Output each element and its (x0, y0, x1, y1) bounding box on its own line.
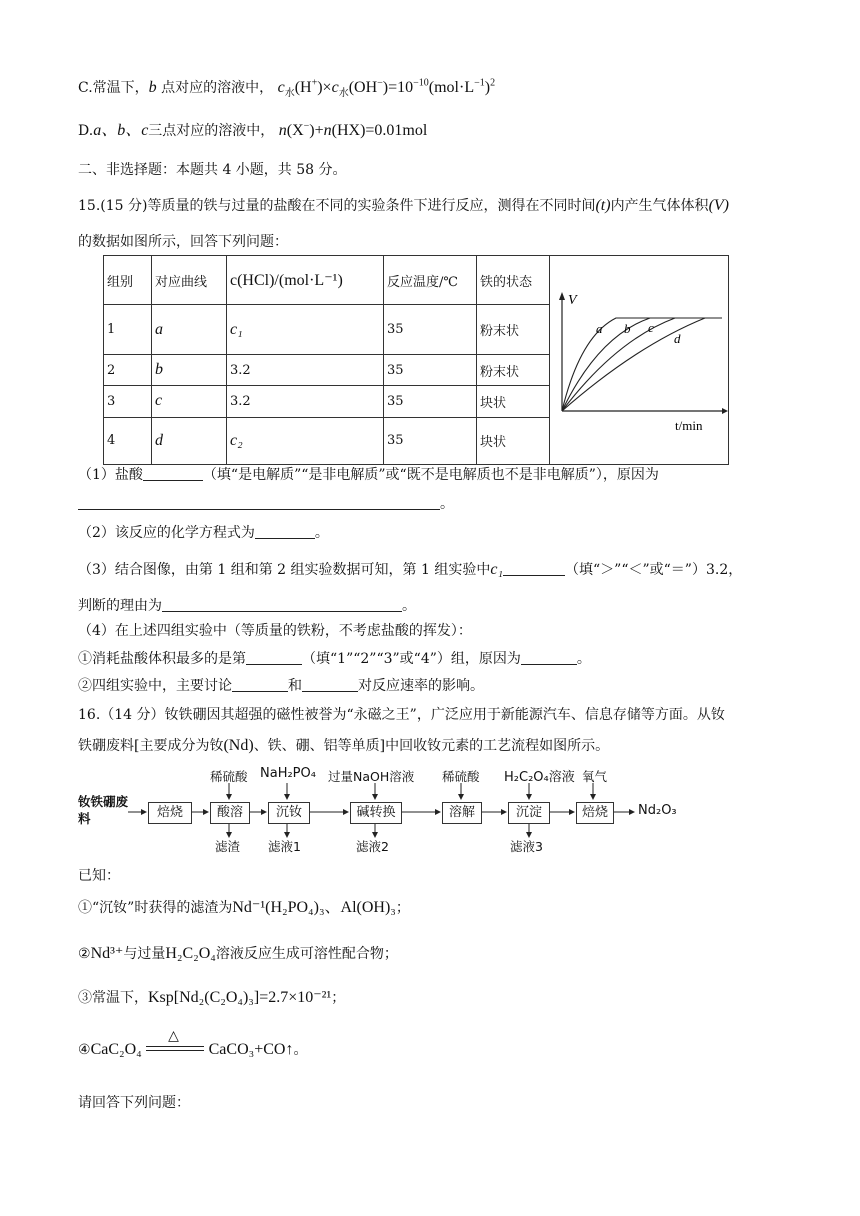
answer-blank[interactable] (503, 561, 565, 576)
q15-part3-reason (78, 596, 416, 616)
x-axis-arrow-icon (722, 408, 728, 414)
table-header-row (104, 256, 729, 305)
option-d-mid: 三点对应的溶液中， (148, 123, 275, 139)
var-v: (V) (708, 197, 729, 214)
part4-2-text-b: 和 (288, 678, 302, 694)
q15-part1 (78, 465, 659, 485)
y-axis-label: V (568, 293, 577, 308)
cell-state: 粉末状 (477, 305, 550, 354)
x-axis-label: t/min (675, 418, 703, 433)
cell-group: 1 (104, 305, 152, 354)
cell-temp: 35 (384, 386, 477, 417)
cell-group: 3 (104, 386, 152, 417)
cell-curve: d (152, 417, 227, 464)
known-2-num: ② (78, 946, 91, 962)
input-oxygen: 氧气 (582, 769, 608, 784)
known-4 (78, 1028, 308, 1060)
part2-text: （2）该反应的化学方程式为 (78, 525, 255, 541)
q16-intro-line2 (78, 736, 609, 756)
option-c-prefix: C.常温下， (78, 80, 149, 96)
oxalic-acid: H₂C₂O₄ (165, 945, 216, 962)
section-heading: 二、非选择题：本题共 4 小题，共 58 分。 (78, 162, 347, 178)
cell-curve: c (152, 386, 227, 417)
option-c-mid: 点对应的溶液中， (156, 80, 274, 96)
cell-curve: b (152, 354, 227, 385)
heat-triangle-icon: △ (168, 1028, 179, 1044)
step-precipitation: 沉淀 (508, 802, 550, 824)
part3-text-a: （3）结合图像，由第 1 组和第 2 组实验数据可知，第 1 组实验中 (78, 562, 491, 578)
known-1 (78, 898, 410, 918)
output-filtrate2: 滤液2 (356, 839, 389, 854)
cell-conc: 3.2 (227, 354, 384, 385)
heat-arrow (146, 1028, 204, 1060)
answer-blank[interactable] (246, 650, 302, 665)
part1-text-a: （1）盐酸 (78, 467, 143, 483)
graph-cell (550, 256, 729, 465)
cell-conc: c₂ (227, 417, 384, 464)
answer-blank[interactable] (232, 677, 288, 692)
cell-state: 块状 (477, 386, 550, 417)
option-d-formula: n(X−)+n(HX)=0.01mol (278, 120, 428, 139)
part4-1-text-b: （填“1”“2”“3”或“4”）组，原因为 (302, 651, 521, 667)
input-dilute-h2so4-2: 稀硫酸 (442, 769, 480, 784)
points-abc: a、b、c (93, 122, 149, 139)
ksp-formula: Ksp[Nd₂(C₂O₄)₃]=2.7×10⁻²¹ (148, 989, 332, 1006)
known-1-formula: Nd⁻¹(H₂PO₄)₃、Al(OH)₃ (232, 899, 396, 916)
part1-end: 。 (440, 496, 454, 512)
option-c-formula: $c_水(H^+)\times c_水(OH^-)=10^{-10}(mol\cdot L^{-1})^2$ (277, 77, 496, 100)
part4-1-end: 。 (576, 651, 591, 667)
output-residue: 滤渣 (215, 839, 241, 854)
header-group: 组别 (104, 256, 152, 305)
part1-text-b: （填“是电解质”“是非电解质”或“既不是电解质也不是非电解质”），原因为 (202, 467, 659, 483)
answer-blank[interactable] (302, 677, 358, 692)
step-roast: 焙烧 (148, 802, 192, 824)
cell-conc: c₁ (227, 305, 384, 354)
known-1-end: ； (395, 900, 410, 916)
answer-blank[interactable] (255, 524, 315, 539)
var-t: (t) (595, 197, 611, 214)
curve-a-label: a (596, 321, 603, 336)
known-4-num: ④ (78, 1042, 91, 1058)
curve-b-label: b (624, 321, 631, 336)
q15-part4-2 (78, 676, 484, 696)
q15-part3 (78, 560, 742, 580)
output-filtrate3: 滤液3 (510, 839, 543, 854)
nd-symbol: (Nd) (223, 737, 254, 754)
step-precipitate-nd: 沉钕 (268, 802, 310, 824)
curve-b (562, 318, 650, 411)
reactant-cac2o4: CaC₂O₄ (90, 1041, 142, 1058)
known-label: 已知： (78, 868, 120, 884)
cell-temp: 35 (384, 354, 477, 385)
flow-start: 钕铁硼废料 (78, 794, 129, 826)
header-iron-state: 铁的状态 (477, 256, 550, 305)
header-temperature: 反应温度/℃ (384, 256, 477, 305)
q15-part1-reason (78, 494, 454, 514)
known-1-text: ①“沉钕”时获得的滤渣为 (78, 900, 233, 916)
var-c1: c₁ (490, 561, 504, 578)
part4-2-text-a: ②四组实验中，主要讨论 (78, 678, 232, 694)
known-2 (78, 944, 398, 964)
input-h2c2o4: H₂C₂O₄溶液 (504, 770, 575, 785)
known-2-text-c: 溶液反应生成可溶性配合物； (215, 946, 398, 962)
process-flowchart (78, 765, 718, 855)
known-4-end: 。 (293, 1042, 308, 1058)
q16-intro-a: 铁硼废料[主要成分为钕 (78, 738, 224, 754)
output-filtrate1: 滤液1 (268, 839, 301, 854)
part3-reason-label: 判断的理由为 (78, 598, 162, 614)
cell-conc: 3.2 (227, 386, 384, 417)
step-dissolve: 溶解 (442, 802, 482, 824)
answer-blank[interactable] (521, 650, 577, 665)
answer-blank[interactable] (78, 495, 440, 510)
step-roast-final: 焙烧 (576, 802, 614, 824)
q15-intro-line2: 的数据如图所示，回答下列问题： (78, 234, 288, 250)
header-hcl-conc: c(HCl)/(mol·L⁻¹) (227, 256, 384, 305)
nd3-ion: Nd³⁺ (90, 945, 124, 962)
option-d (78, 121, 427, 141)
part3-text-b: （填“＞”“＜”或“＝”）3.2， (565, 562, 743, 578)
q16-intro-b: 、铁、硼、铝等单质]中回收钕元素的工艺流程如图所示。 (253, 738, 610, 754)
q15-intro-text-b: 内产生气体体积 (610, 198, 709, 214)
known-3-text: ③常温下， (78, 990, 148, 1006)
curve-a (562, 318, 722, 411)
step-base-convert: 碱转换 (350, 802, 402, 824)
q15-intro-text: 15.(15 分)等质量的铁与过量的盐酸在不同的实验条件下进行反应，测得在不同时间 (78, 198, 596, 214)
cell-temp: 35 (384, 417, 477, 464)
q15-intro-line1 (78, 196, 729, 216)
answer-blank[interactable] (143, 466, 203, 481)
y-axis-arrow-icon (559, 292, 565, 300)
cell-state: 块状 (477, 417, 550, 464)
products: CaCO₃+CO↑ (208, 1041, 294, 1058)
known-3 (78, 988, 345, 1008)
part4-2-end: 对反应速率的影响。 (358, 678, 484, 694)
volume-time-graph (550, 256, 728, 460)
header-curve: 对应曲线 (152, 256, 227, 305)
cell-temp: 35 (384, 305, 477, 354)
ask-prompt: 请回答下列问题： (78, 1095, 190, 1111)
option-d-prefix: D. (78, 123, 94, 139)
curve-d (562, 318, 705, 411)
part4-1-text-a: ①消耗盐酸体积最多的是第 (78, 651, 246, 667)
input-naoh: 过量NaOH溶液 (328, 769, 415, 784)
cell-curve: a (152, 305, 227, 354)
cell-state: 粉末状 (477, 354, 550, 385)
point-b: b (148, 79, 157, 96)
curve-d-label: d (674, 331, 681, 346)
known-3-end: ； (331, 990, 346, 1006)
q16-intro-line1: 16.（14 分）钕铁硼因其超强的磁性被誉为“永磁之王”，广泛应用于新能源汽车、信息存储等方面。从钕 (78, 707, 725, 723)
input-nah2po4: NaH₂PO₄ (260, 766, 316, 781)
q15-part4: （4）在上述四组实验中（等质量的铁粉，不考虑盐酸的挥发）： (78, 623, 472, 639)
q15-part4-1 (78, 649, 591, 669)
curve-c-label: c (648, 320, 654, 335)
option-c (78, 78, 495, 98)
input-dilute-h2so4: 稀硫酸 (210, 769, 248, 784)
experiment-table (103, 255, 729, 465)
known-2-text-b: 与过量 (123, 946, 166, 962)
step-acid-dissolve: 酸溶 (210, 802, 250, 824)
cell-group: 2 (104, 354, 152, 385)
part3-end: 。 (402, 598, 416, 614)
answer-blank[interactable] (162, 597, 402, 612)
flow-product: Nd₂O₃ (638, 803, 677, 818)
cell-group: 4 (104, 417, 152, 464)
q15-part2 (78, 523, 329, 543)
part2-end: 。 (314, 525, 329, 541)
